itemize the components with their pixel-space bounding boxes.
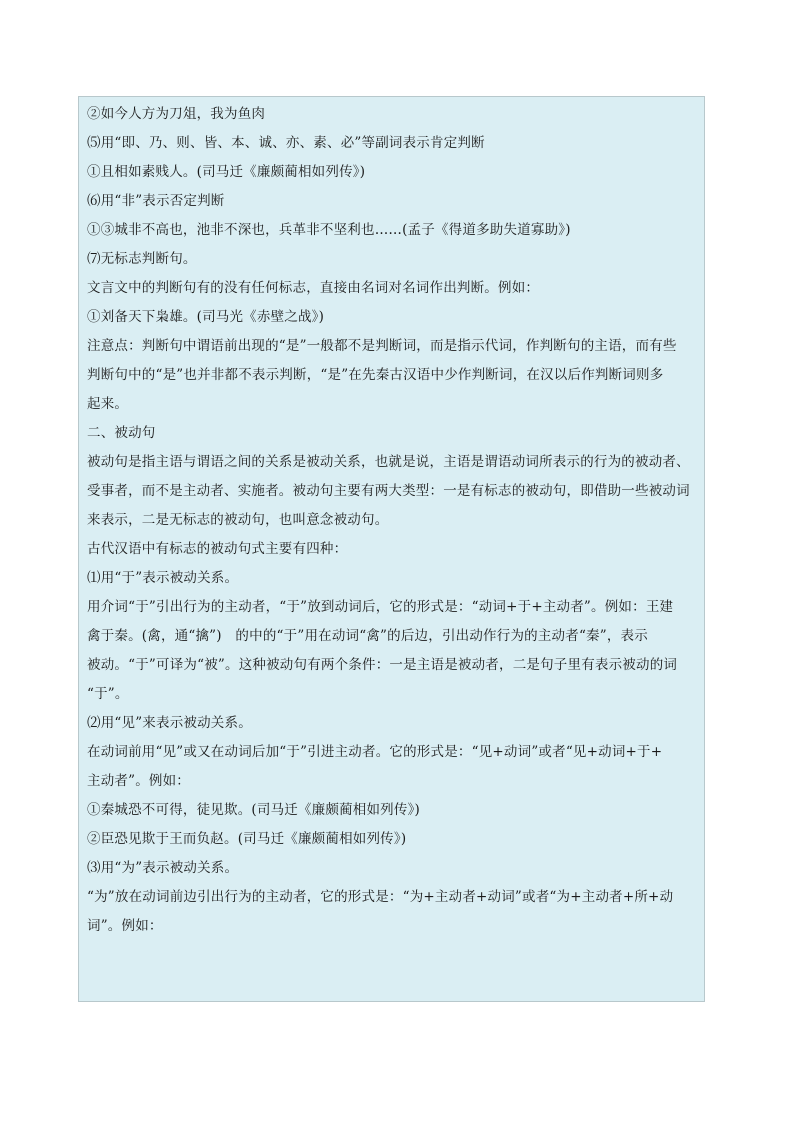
text-line: 在动词前用“见”或又在动词后加“于”引进主动者。它的形式是：“见+动词”或者“见+动词+于+ <box>87 744 663 760</box>
text-line: ⑵用“见”来表示被动关系。 <box>87 715 252 731</box>
text-line: “于”。 <box>87 686 129 702</box>
text-line: ①③城非不高也，池非不深也，兵革非不坚利也……(孟子《得道多助失道寡助》) <box>87 222 571 238</box>
text-line: 注意点：判断句中谓语前出现的“是”一般都不是判断词，而是指示代词，作判断句的主语，而有些 <box>87 338 677 354</box>
text-line: 起来。 <box>87 396 129 412</box>
text-line: ①且相如素贱人。(司马迁《廉颇蔺相如列传》) <box>87 164 366 180</box>
content-box <box>78 96 705 1002</box>
text-line: ②如今人方为刀俎，我为鱼肉 <box>87 106 266 122</box>
text-line: ①秦城恐不可得，徒见欺。(司马迁《廉颇蔺相如列传》) <box>87 802 420 818</box>
text-line: ①刘备天下枭雄。(司马光《赤壁之战》) <box>87 309 325 325</box>
text-line: 古代汉语中有标志的被动句式主要有四种： <box>87 541 348 557</box>
text-line: ②臣恐见欺于王而负赵。(司马迁《廉颇蔺相如列传》) <box>87 831 407 847</box>
text-line: ⑺无标志判断句。 <box>87 251 197 267</box>
text-line: 主动者”。例如： <box>87 773 191 789</box>
text-line: 受事者，而不是主动者、实施者。被动句主要有两大类型：一是有标志的被动句，即借助一些被动词 <box>87 483 690 499</box>
text-line: 词”。例如： <box>87 918 163 934</box>
text-line: ⑴用“于”表示被动关系。 <box>87 570 239 586</box>
section-heading: 二、被动句 <box>87 425 156 441</box>
text-line: ⑸用“即、乃、则、皆、本、诚、亦、素、必”等副词表示肯定判断 <box>87 135 485 151</box>
text-line: 被动句是指主语与谓语之间的关系是被动关系，也就是说，主语是谓语动词所表示的行为的被动者、 <box>87 454 690 470</box>
text-line: 来表示，二是无标志的被动句，也叫意念被动句。 <box>87 512 389 528</box>
text-line: ⑹用“非”表示否定判断 <box>87 193 225 209</box>
text-line: 文言文中的判断句有的没有任何标志，直接由名词对名词作出判断。例如： <box>87 280 540 296</box>
text-line: 用介词“于”引出行为的主动者，“于”放到动词后，它的形式是：“动词+于+主动者”。例如：王建 <box>87 599 674 615</box>
text-line: “为”放在动词前边引出行为的主动者，它的形式是：“为+主动者+动词”或者“为+主动者+所+动 <box>87 889 674 905</box>
text-line: 判断句中的“是”也并非都不表示判断，“是”在先秦古汉语中少作判断词，在汉以后作判断词则多 <box>87 367 664 383</box>
text-line: 被动。“于”可译为“被”。这种被动句有两个条件：一是主语是被动者，二是句子里有表示被动的词 <box>87 657 678 673</box>
text-line: 禽于秦。(禽，通“擒”) 的中的“于”用在动词“禽”的后边，引出动作行为的主动者“秦”，表示 <box>87 628 648 644</box>
text-line: ⑶用“为”表示被动关系。 <box>87 860 239 876</box>
